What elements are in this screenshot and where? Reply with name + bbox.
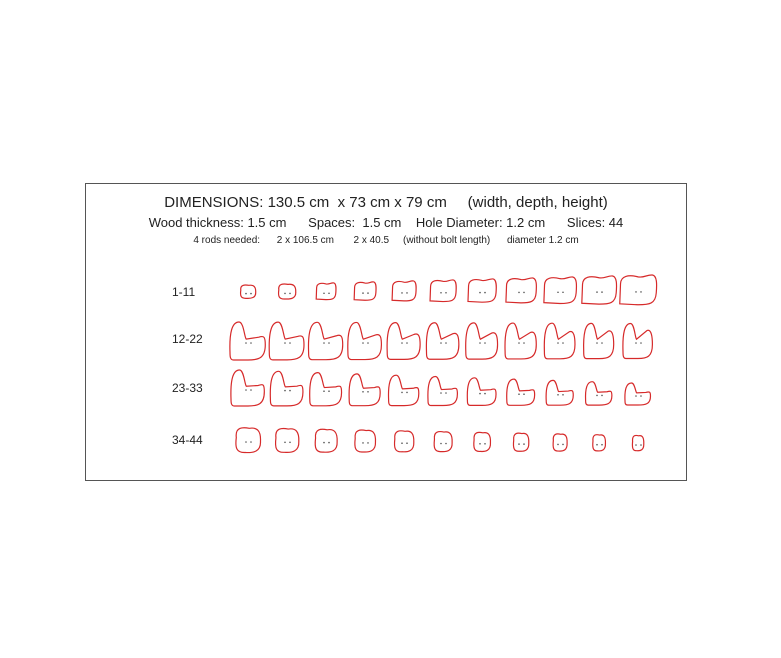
rod-hole bbox=[367, 391, 369, 393]
rod-hole bbox=[640, 291, 642, 293]
slice-outline bbox=[506, 278, 536, 303]
wood-thickness: Wood thickness: 1.5 cm bbox=[148, 215, 287, 230]
row-label-2: 12-22 bbox=[172, 332, 203, 346]
slice-outline bbox=[388, 375, 418, 405]
slice-outline bbox=[230, 322, 265, 360]
slice-outline bbox=[546, 380, 573, 405]
slice-outline bbox=[241, 285, 256, 298]
slice-outline bbox=[632, 435, 643, 450]
rod-hole bbox=[640, 444, 642, 446]
slice-outline bbox=[513, 433, 528, 451]
slice-outline bbox=[584, 323, 614, 358]
slice-outline bbox=[315, 429, 337, 452]
slice-outline bbox=[467, 378, 496, 406]
rod-hole bbox=[557, 444, 559, 446]
dimensions-value: 130.5 cm x 73 cm x 79 cm bbox=[267, 194, 447, 211]
rod-hole bbox=[250, 389, 252, 391]
rod-hole bbox=[401, 292, 403, 294]
slice-outline bbox=[394, 431, 413, 452]
rod-hole bbox=[518, 393, 520, 395]
slice-outline bbox=[348, 322, 382, 359]
rods-needed: 4 rods needed: bbox=[193, 235, 261, 246]
slice-outline bbox=[270, 371, 303, 406]
rod-hole bbox=[562, 291, 564, 293]
rod-hole bbox=[562, 342, 564, 344]
rod-hole bbox=[406, 392, 408, 394]
slice-outline bbox=[625, 383, 651, 405]
rod-hole bbox=[523, 342, 525, 344]
rod-hole bbox=[518, 443, 520, 445]
slice-outline bbox=[355, 430, 376, 452]
rod-hole bbox=[440, 443, 442, 445]
rod-hole bbox=[557, 342, 559, 344]
slice-outline bbox=[434, 432, 452, 452]
rod-hole bbox=[328, 342, 330, 344]
rod-hole bbox=[523, 443, 525, 445]
rod-hole bbox=[250, 342, 252, 344]
slice-outline bbox=[544, 323, 575, 359]
slice-outline bbox=[276, 428, 299, 452]
rod-hole bbox=[479, 393, 481, 395]
slice-outline bbox=[231, 370, 264, 406]
slice-outline bbox=[310, 373, 342, 406]
slice-outline bbox=[623, 324, 652, 359]
rod-hole bbox=[323, 390, 325, 392]
rod-hole bbox=[289, 390, 291, 392]
rod-hole bbox=[328, 292, 330, 294]
rod-hole bbox=[445, 443, 447, 445]
rod-hole bbox=[367, 442, 369, 444]
dimensions-note: (width, depth, height) bbox=[467, 194, 608, 211]
rod-hole bbox=[484, 393, 486, 395]
rod-hole bbox=[523, 292, 525, 294]
rod-hole bbox=[484, 342, 486, 344]
rod-hole bbox=[440, 392, 442, 394]
rod-hole bbox=[562, 394, 564, 396]
slice-outline bbox=[620, 275, 657, 305]
rod-hole bbox=[362, 442, 364, 444]
rod-hole bbox=[635, 291, 637, 293]
rod-hole bbox=[245, 441, 247, 443]
rod-hole bbox=[440, 292, 442, 294]
rod-hole bbox=[557, 394, 559, 396]
slice-outline bbox=[544, 277, 577, 304]
rod-hole bbox=[601, 444, 603, 446]
rod-hole bbox=[635, 342, 637, 344]
rod-hole bbox=[445, 342, 447, 344]
rod-hole bbox=[323, 442, 325, 444]
rod-hole bbox=[406, 342, 408, 344]
rod-hole bbox=[445, 392, 447, 394]
rod-hole bbox=[440, 342, 442, 344]
rod-hole bbox=[289, 342, 291, 344]
slice-outline bbox=[582, 276, 617, 304]
slice-outline bbox=[236, 428, 261, 453]
rod-hole bbox=[284, 342, 286, 344]
slice-outline bbox=[428, 377, 457, 406]
rod-hole bbox=[367, 292, 369, 294]
slice-outline bbox=[349, 374, 380, 406]
rod-hole bbox=[479, 292, 481, 294]
rod-hole bbox=[406, 442, 408, 444]
slice-outline bbox=[474, 432, 491, 451]
slice-outline bbox=[468, 279, 496, 302]
dimensions-label: DIMENSIONS: bbox=[164, 194, 264, 211]
rod-hole bbox=[367, 342, 369, 344]
rod-hole bbox=[601, 342, 603, 344]
rod-diameter: diameter 1.2 cm bbox=[506, 235, 579, 246]
rod-hole bbox=[557, 291, 559, 293]
rod-hole bbox=[596, 444, 598, 446]
rod-hole bbox=[362, 292, 364, 294]
rod-hole bbox=[401, 392, 403, 394]
rod-hole bbox=[596, 291, 598, 293]
rod-note: (without bolt length) bbox=[402, 235, 491, 246]
rod-hole bbox=[640, 342, 642, 344]
template-sheet bbox=[85, 183, 687, 481]
slice-outline bbox=[505, 323, 536, 359]
slice-outline bbox=[279, 284, 296, 299]
rod-hole bbox=[479, 443, 481, 445]
slice-outline bbox=[269, 322, 304, 360]
slice-outline bbox=[316, 283, 336, 300]
rod-hole bbox=[562, 444, 564, 446]
rod-hole bbox=[401, 442, 403, 444]
rod-hole bbox=[284, 390, 286, 392]
slices-count: Slices: 44 bbox=[566, 215, 624, 230]
rod-hole bbox=[289, 293, 291, 295]
rod-hole bbox=[245, 389, 247, 391]
rod-hole bbox=[328, 442, 330, 444]
rod-hole bbox=[601, 291, 603, 293]
rod-a: 2 x 106.5 cm bbox=[276, 235, 335, 246]
slice-outlines bbox=[86, 184, 686, 480]
slice-outline bbox=[586, 382, 612, 405]
rod-hole bbox=[596, 342, 598, 344]
rod-hole bbox=[289, 442, 291, 444]
rod-hole bbox=[245, 342, 247, 344]
slice-outline bbox=[593, 435, 606, 451]
hole-diameter: Hole Diameter: 1.2 cm bbox=[415, 215, 546, 230]
slice-outline bbox=[308, 322, 342, 359]
slice-outline bbox=[430, 280, 456, 302]
spaces: Spaces: 1.5 cm bbox=[308, 215, 402, 230]
rod-hole bbox=[518, 342, 520, 344]
rod-hole bbox=[596, 395, 598, 397]
rod-hole bbox=[328, 390, 330, 392]
slice-outline bbox=[354, 282, 376, 300]
slice-outline bbox=[392, 281, 416, 301]
rod-hole bbox=[406, 292, 408, 294]
row-label-3: 23-33 bbox=[172, 381, 203, 395]
row-label-4: 34-44 bbox=[172, 433, 203, 447]
rod-hole bbox=[484, 292, 486, 294]
rod-hole bbox=[284, 293, 286, 295]
slice-outline bbox=[553, 434, 567, 451]
rod-hole bbox=[445, 292, 447, 294]
rod-hole bbox=[518, 292, 520, 294]
rod-hole bbox=[284, 442, 286, 444]
rod-hole bbox=[362, 391, 364, 393]
rod-hole bbox=[323, 342, 325, 344]
rod-hole bbox=[523, 393, 525, 395]
rod-hole bbox=[245, 293, 247, 295]
slice-outline bbox=[426, 323, 458, 360]
rod-hole bbox=[479, 342, 481, 344]
rod-b: 2 x 40.5 bbox=[353, 235, 390, 246]
rod-hole bbox=[323, 292, 325, 294]
rod-hole bbox=[635, 444, 637, 446]
slice-outline bbox=[507, 379, 535, 405]
rod-hole bbox=[250, 293, 252, 295]
rod-hole bbox=[250, 441, 252, 443]
rod-hole bbox=[362, 342, 364, 344]
slice-outline bbox=[466, 323, 498, 359]
slice-outline bbox=[387, 323, 420, 360]
rod-hole bbox=[401, 342, 403, 344]
rod-hole bbox=[601, 395, 603, 397]
rod-hole bbox=[484, 443, 486, 445]
row-label-1: 1-11 bbox=[172, 285, 196, 299]
rod-hole bbox=[640, 395, 642, 397]
rod-hole bbox=[635, 395, 637, 397]
